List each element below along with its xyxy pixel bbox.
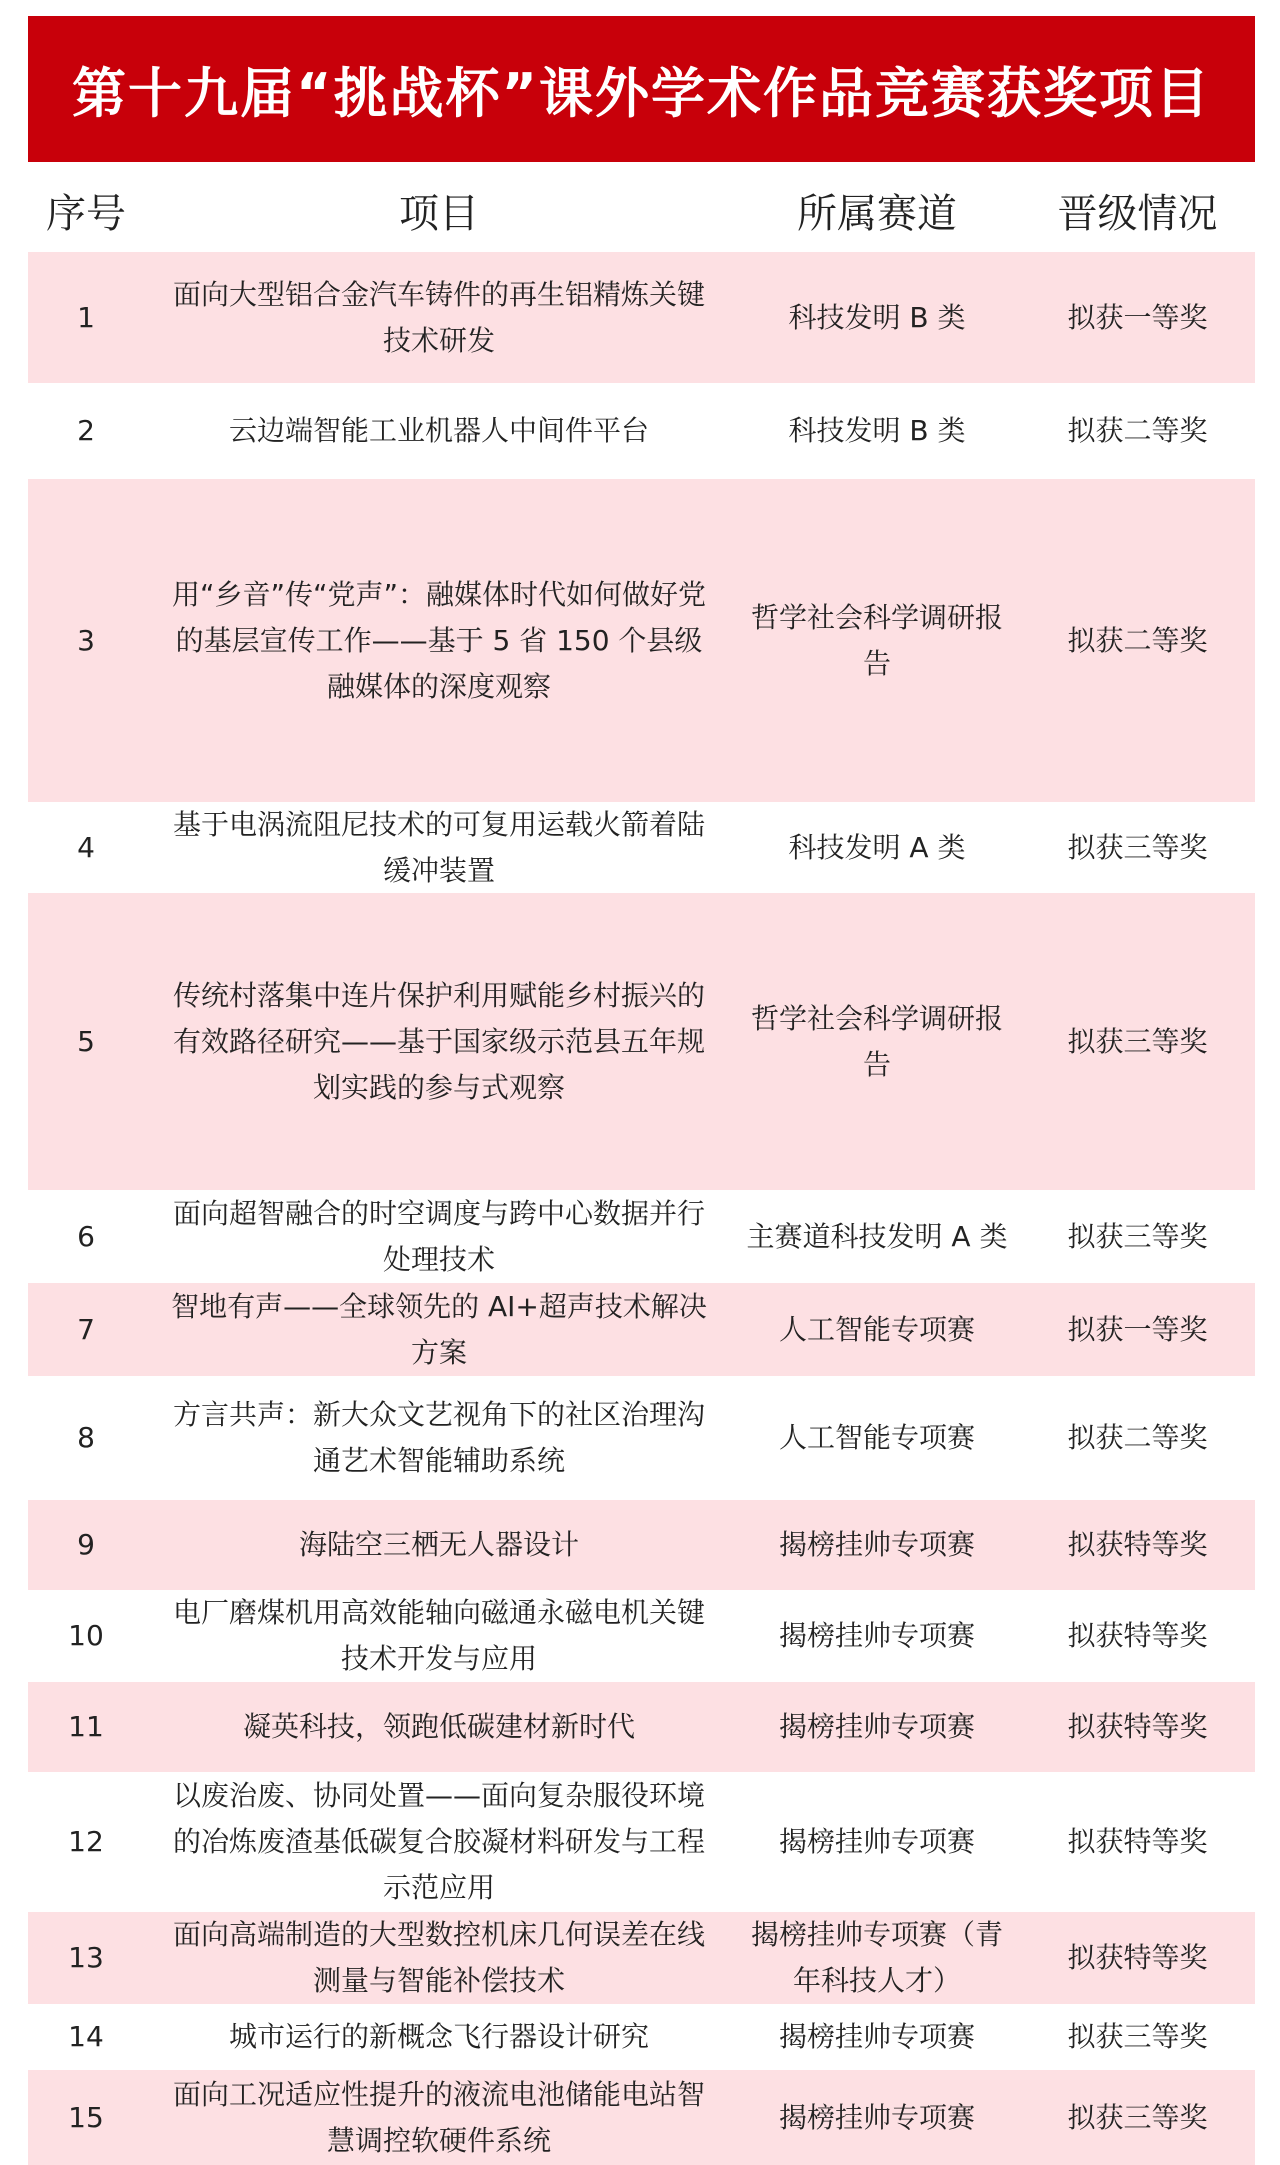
award-result: 拟获三等奖 [1067,830,1208,864]
award-result: 拟获三等奖 [1067,1024,1208,1058]
column-header-name: 项目 [399,190,479,237]
project-name: 面向高端制造的大型数控机床几何误差在线测量与智能补偿技术 [172,1918,705,1997]
row-number: 12 [68,1825,104,1858]
row-number: 9 [77,1528,95,1561]
project-name: 电厂磨煤机用高效能轴向磁通永磁电机关键技术开发与应用 [172,1596,705,1675]
project-name: 面向工况适应性提升的液流电池储能电站智慧调控软硬件系统 [172,2077,705,2157]
project-category: 揭榜挂帅专项赛 [778,1528,975,1561]
award-result: 拟获特等奖 [1067,1710,1208,1743]
page-title: 第十九届“挑战杯”课外学术作品竞赛获奖项目 [72,61,1211,125]
project-category: 揭榜挂帅专项赛（青年科技人才） [750,1918,1003,1997]
row-number: 5 [77,1024,95,1058]
table-row [28,479,1255,802]
table-row [28,252,1255,383]
row-number: 10 [68,1619,104,1652]
project-category: 哲学社会科学调研报告 [750,1001,1003,1081]
table-row [28,1772,1255,1912]
award-result: 拟获三等奖 [1067,1219,1208,1253]
project-category: 主赛道科技发明 A 类 [746,1219,1008,1253]
title-banner [28,16,1255,162]
row-number: 1 [77,300,95,334]
project-name: 海陆空三栖无人器设计 [298,1528,579,1561]
row-number: 3 [77,623,95,657]
table-row [28,1283,1255,1376]
award-result: 拟获一等奖 [1067,300,1208,334]
project-name: 智地有声——全球领先的 AI+超声技术解决方案 [171,1289,707,1369]
table-row [28,802,1255,893]
column-header-result: 晋级情况 [1057,190,1218,237]
row-number: 14 [68,2020,104,2053]
table-row [28,1190,1255,1283]
row-number: 6 [77,1219,95,1253]
project-name: 传统村落集中连片保护利用赋能乡村振兴的有效路径研究——基于国家级示范县五年规划实践的参与式观察 [172,978,705,1104]
award-result: 拟获二等奖 [1067,414,1208,447]
table-row [28,1682,1255,1772]
project-name: 云边端智能工业机器人中间件平台 [228,414,649,447]
project-category: 揭榜挂帅专项赛 [778,2100,975,2134]
project-name: 用“乡音”传“党声”：融媒体时代如何做好党的基层宣传工作——基于 5 省 150 个县级融媒体的深度观察 [171,577,707,703]
project-category: 人工智能专项赛 [778,1312,975,1346]
project-name: 面向超智融合的时空调度与跨中心数据并行处理技术 [172,1196,705,1276]
project-category: 科技发明 B 类 [788,300,966,334]
project-name: 凝英科技，领跑低碳建材新时代 [242,1710,635,1743]
row-number: 15 [68,2100,104,2134]
award-table [28,252,1255,2165]
table-row [28,1912,1255,2004]
award-result: 拟获三等奖 [1067,2100,1208,2134]
award-result: 拟获二等奖 [1067,623,1208,657]
project-category: 揭榜挂帅专项赛 [778,2020,975,2053]
row-number: 11 [68,1710,104,1743]
award-result: 拟获三等奖 [1067,2020,1208,2053]
table-row [28,1590,1255,1682]
award-result: 拟获特等奖 [1067,1619,1208,1652]
project-category: 揭榜挂帅专项赛 [778,1710,975,1743]
column-header-no: 序号 [46,190,126,237]
project-name: 基于电涡流阻尼技术的可复用运载火箭着陆缓冲装置 [172,807,705,887]
award-result: 拟获特等奖 [1067,1528,1208,1561]
table-row [28,2070,1255,2165]
table-row [28,2004,1255,2070]
award-result: 拟获一等奖 [1067,1312,1208,1346]
project-name: 面向大型铝合金汽车铸件的再生铝精炼关键技术研发 [172,277,705,357]
table-header [28,168,1255,252]
table-row [28,1376,1255,1500]
project-category: 科技发明 A 类 [788,830,966,864]
award-result: 拟获特等奖 [1067,1825,1208,1858]
table-row [28,1500,1255,1590]
award-result: 拟获特等奖 [1067,1941,1208,1974]
project-category: 哲学社会科学调研报告 [750,600,1003,680]
row-number: 2 [77,414,95,447]
row-number: 8 [77,1421,95,1454]
project-name: 以废治废、协同处置——面向复杂服役环境的冶炼废渣基低碳复合胶凝材料研发与工程示范应用 [172,1779,705,1904]
project-category: 人工智能专项赛 [778,1421,975,1454]
project-category: 科技发明 B 类 [788,414,966,447]
project-category: 揭榜挂帅专项赛 [778,1825,975,1858]
project-name: 城市运行的新概念飞行器设计研究 [228,2020,649,2053]
award-result: 拟获二等奖 [1067,1421,1208,1454]
table-row [28,383,1255,479]
project-name: 方言共声：新大众文艺视角下的社区治理沟通艺术智能辅助系统 [172,1398,705,1477]
row-number: 7 [77,1312,95,1346]
column-header-category: 所属赛道 [797,190,957,237]
row-number: 13 [68,1941,104,1974]
project-category: 揭榜挂帅专项赛 [778,1619,975,1652]
row-number: 4 [77,830,95,864]
table-row [28,893,1255,1190]
